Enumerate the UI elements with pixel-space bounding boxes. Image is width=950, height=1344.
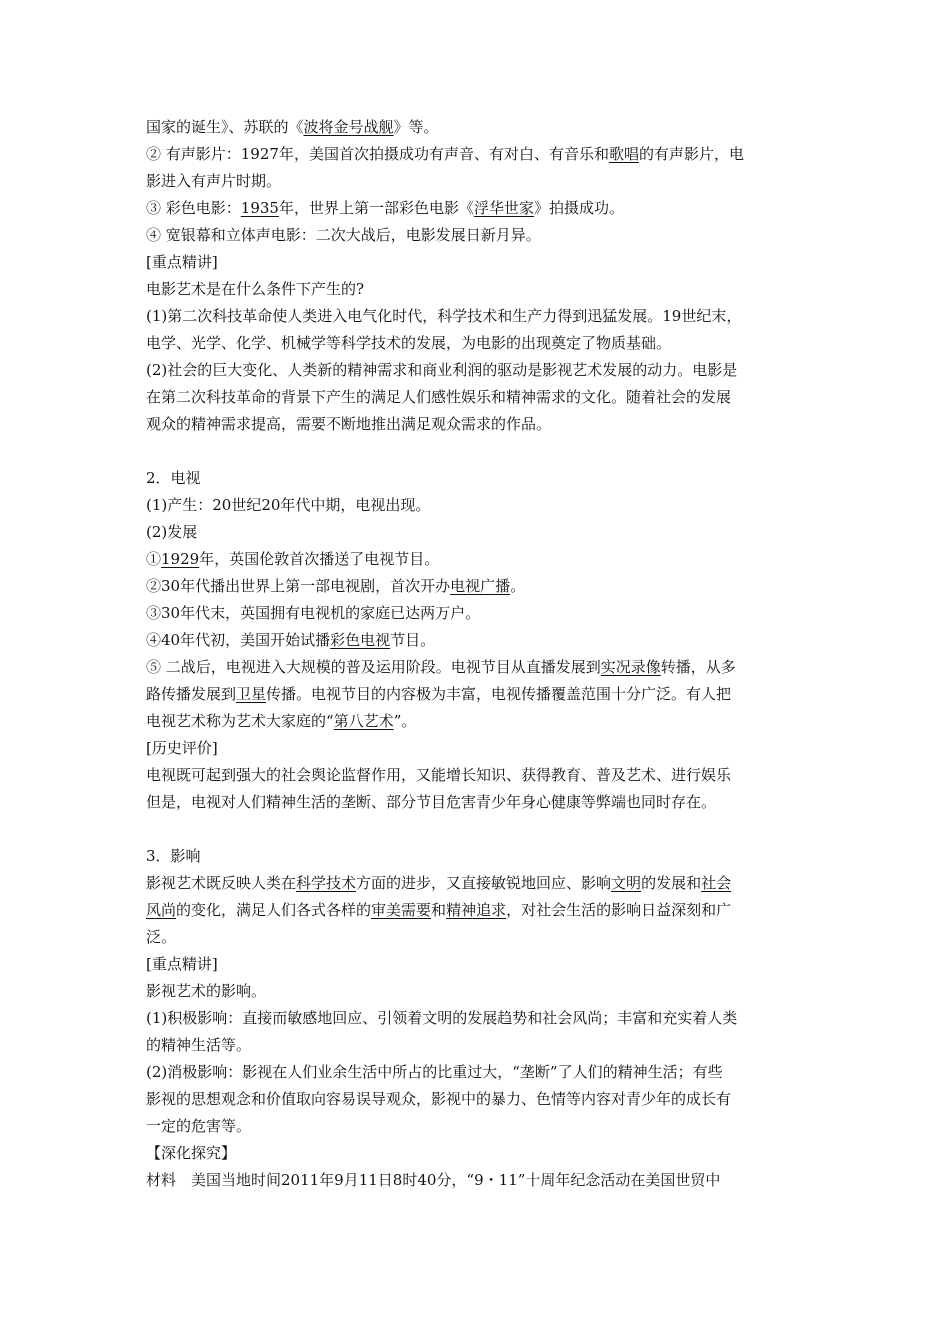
paragraph-line: 在第二次科技革命的背景下产生的满足人们感性娱乐和精神需求的文化。随着社会的发展 xyxy=(146,388,732,406)
impact-line-2: 风尚的变化，满足人们各式各样的审美需要和精神追求，对社会生活的影响日益深刻和广 xyxy=(146,901,732,919)
tv-item-2: ②30年代播出世界上第一部电视剧，首次开办电视广播。 xyxy=(146,577,526,595)
spacer xyxy=(146,816,818,843)
underlined-term: 浮华世家 xyxy=(473,199,534,217)
underlined-term: 彩色电视 xyxy=(330,631,391,649)
underlined-term: 精神追求 xyxy=(446,901,507,919)
paragraph-line: 电视既可起到强大的社会舆论监督作用，又能增长知识、获得教育、普及艺术、进行娱乐 xyxy=(146,766,732,784)
film-line-1: 国家的诞生》、苏联的《波将金号战舰》等。 xyxy=(146,118,439,136)
document-page xyxy=(146,114,818,1194)
tv-item-4: ④40年代初，美国开始试播彩色电视节目。 xyxy=(146,631,436,649)
paragraph-line: (1)第二次科技革命使人类进入电气化时代，科学技术和生产力得到迅猛发展。19世纪末， xyxy=(146,307,742,325)
underlined-term: 风尚 xyxy=(146,901,177,919)
section-heading-impact: 3．影响 xyxy=(146,847,201,865)
focus-label: [重点精讲] xyxy=(146,955,218,973)
paragraph-line: 的精神生活等。 xyxy=(146,1036,252,1054)
underlined-term: 1929 xyxy=(161,550,200,568)
underlined-term: 科学技术 xyxy=(296,874,357,892)
tv-item-5-line-1: ⑤ 二战后，电视进入大规模的普及运用阶段。电视节目从直播发展到实况录像转播，从多 xyxy=(146,658,736,676)
underlined-term: 第八艺术 xyxy=(333,712,394,730)
focus-question: 电影艺术是在什么条件下产生的? xyxy=(146,280,365,298)
paragraph-line: (1)积极影响：直接而敏感地回应、引领着文明的发展趋势和社会风尚；丰富和充实着人类 xyxy=(146,1009,738,1027)
impact-line-1: 影视艺术既反映人类在科学技术方面的进步，又直接敏锐地回应、影响文明的发展和社会 xyxy=(146,874,732,892)
underlined-term: 电视广播 xyxy=(450,577,511,595)
underlined-term: 审美需要 xyxy=(371,901,432,919)
paragraph-line: (2)消极影响：影视在人们业余生活中所占的比重过大，“垄断”了人们的精神生活；有些 xyxy=(146,1063,723,1081)
spacer xyxy=(146,438,818,465)
film-color-line: ③ 彩色电影：1935年，世界上第一部彩色电影《浮华世家》拍摄成功。 xyxy=(146,199,625,217)
paragraph-line: 一定的危害等。 xyxy=(146,1117,252,1135)
underlined-term: 文明 xyxy=(611,874,642,892)
focus-question: 影视艺术的影响。 xyxy=(146,982,267,1000)
tv-item-1: ①1929年，英国伦敦首次播送了电视节目。 xyxy=(146,550,440,568)
paragraph-line: 观众的精神需求提高，需要不断地推出满足观众需求的作品。 xyxy=(146,415,552,433)
underlined-term: 歌唱 xyxy=(608,145,639,163)
underlined-term: 卫星 xyxy=(236,685,267,703)
film-sound-line: ② 有声影片：1927年，美国首次拍摄成功有声音、有对白、有音乐和歌唱的有声影片，电 xyxy=(146,145,744,163)
underlined-term: 实况录像 xyxy=(600,658,661,676)
underlined-term: 波将金号战舰 xyxy=(303,118,394,136)
section-heading-tv: 2．电视 xyxy=(146,469,201,487)
explore-label: 【深化探究】 xyxy=(146,1144,237,1162)
tv-item-5-line-2: 路传播发展到卫星传播。电视节目的内容极为丰富，电视传播覆盖范围十分广泛。有人把 xyxy=(146,685,732,703)
tv-development: (2)发展 xyxy=(146,523,198,541)
paragraph-line: (2)社会的巨大变化、人类新的精神需求和商业利润的驱动是影视艺术发展的动力。电影是 xyxy=(146,361,738,379)
film-sound-line-2: 影进入有声片时期。 xyxy=(146,172,282,190)
underlined-term: 1935 xyxy=(240,199,279,217)
impact-line-3: 泛。 xyxy=(146,928,177,946)
tv-origin: (1)产生：20世纪20年代中期，电视出现。 xyxy=(146,496,431,514)
film-widescreen-line: ④ 宽银幕和立体声电影：二次大战后，电影发展日新月异。 xyxy=(146,226,541,244)
paragraph-line: 电学、光学、化学、机械学等科学技术的发展，为电影的出现奠定了物质基础。 xyxy=(146,334,672,352)
focus-label: [重点精讲] xyxy=(146,253,218,271)
explore-material: 材料 美国当地时间2011年9月11日8时40分，“9・11”十周年纪念活动在美国世贸中 xyxy=(146,1171,721,1189)
paragraph-line: 但是，电视对人们精神生活的垄断、部分节目危害青少年身心健康等弊端也同时存在。 xyxy=(146,793,717,811)
history-eval-label: [历史评价] xyxy=(146,739,218,757)
paragraph-line: 影视的思想观念和价值取向容易误导观众，影视中的暴力、色情等内容对青少年的成长有 xyxy=(146,1090,732,1108)
tv-item-5-line-3: 电视艺术称为艺术大家庭的“第八艺术”。 xyxy=(146,712,417,730)
underlined-term: 社会 xyxy=(701,874,732,892)
tv-item-3: ③30年代末，英国拥有电视机的家庭已达两万户。 xyxy=(146,604,481,622)
